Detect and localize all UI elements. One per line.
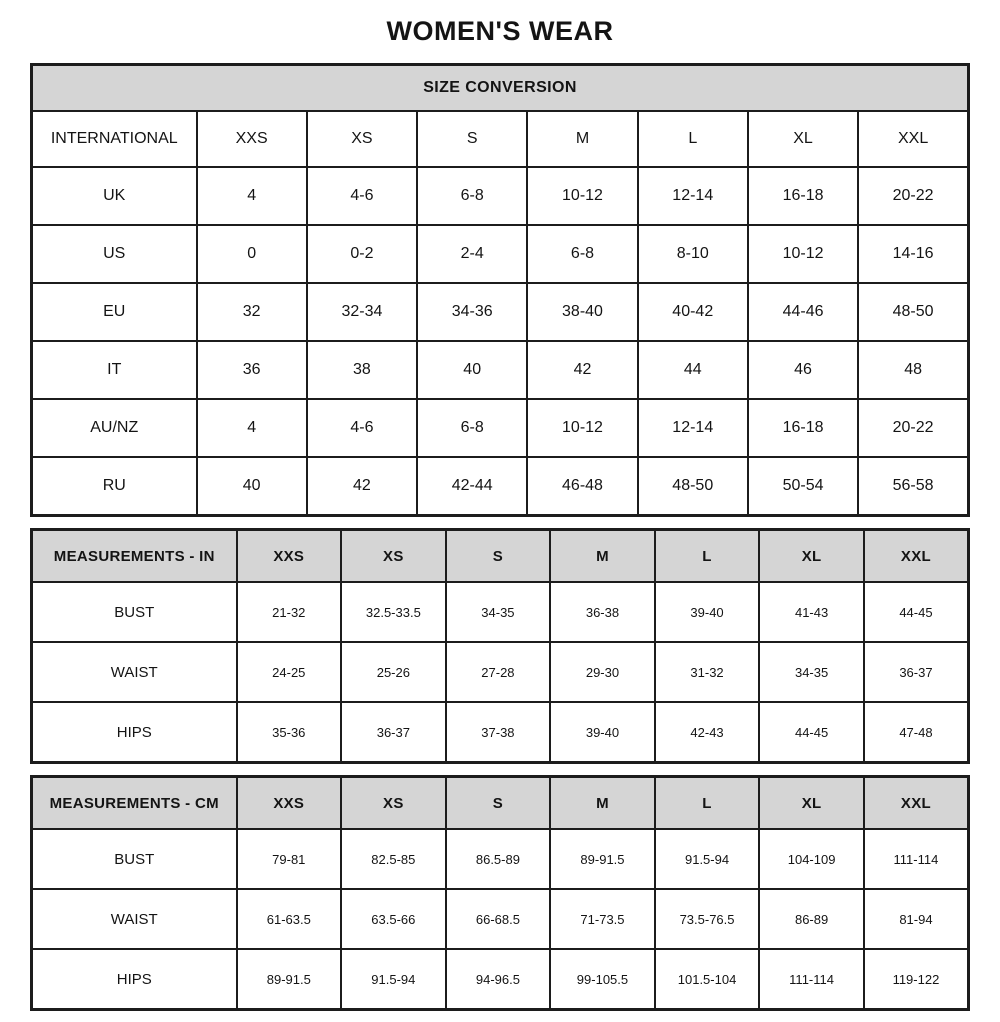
value-cell: 99-105.5 — [550, 949, 655, 1010]
row-label-cell: WAIST — [32, 642, 237, 702]
table-row — [32, 399, 969, 457]
value-cell: 36-37 — [341, 702, 446, 763]
size-header-cell: M — [550, 777, 655, 830]
size-header-cell: XL — [748, 111, 858, 167]
measurements-in-body — [32, 530, 969, 763]
value-cell: 32.5-33.5 — [341, 582, 446, 642]
value-cell: 91.5-94 — [655, 829, 760, 889]
table-caption-row — [32, 65, 969, 112]
value-cell: 37-38 — [446, 702, 551, 763]
measurements-in-table — [30, 528, 970, 764]
value-cell: 0 — [197, 225, 307, 283]
table-row — [32, 457, 969, 516]
value-cell: 12-14 — [638, 399, 748, 457]
value-cell: 42 — [527, 341, 637, 399]
value-cell: 34-35 — [446, 582, 551, 642]
row-label-cell: HIPS — [32, 949, 237, 1010]
measurements-cm-body — [32, 777, 969, 1010]
value-cell: 32 — [197, 283, 307, 341]
header-label-cell: INTERNATIONAL — [32, 111, 197, 167]
value-cell: 10-12 — [527, 167, 637, 225]
value-cell: 82.5-85 — [341, 829, 446, 889]
value-cell: 94-96.5 — [446, 949, 551, 1010]
size-header-cell: XS — [307, 111, 417, 167]
measurements-cm-table — [30, 775, 970, 1011]
value-cell: 56-58 — [858, 457, 968, 516]
value-cell: 2-4 — [417, 225, 527, 283]
size-header-cell: XXS — [237, 530, 342, 583]
row-label-cell: HIPS — [32, 702, 237, 763]
value-cell: 48 — [858, 341, 968, 399]
value-cell: 66-68.5 — [446, 889, 551, 949]
value-cell: 14-16 — [858, 225, 968, 283]
value-cell: 34-36 — [417, 283, 527, 341]
value-cell: 40 — [417, 341, 527, 399]
header-label-cell: MEASUREMENTS - IN — [32, 530, 237, 583]
value-cell: 20-22 — [858, 399, 968, 457]
row-label-cell: EU — [32, 283, 197, 341]
value-cell: 6-8 — [527, 225, 637, 283]
value-cell: 6-8 — [417, 399, 527, 457]
value-cell: 42 — [307, 457, 417, 516]
size-header-cell: XL — [759, 530, 864, 583]
value-cell: 27-28 — [446, 642, 551, 702]
table-header-row — [32, 111, 969, 167]
value-cell: 39-40 — [550, 702, 655, 763]
size-header-cell: XS — [341, 777, 446, 830]
value-cell: 46-48 — [527, 457, 637, 516]
row-label-cell: BUST — [32, 582, 237, 642]
value-cell: 24-25 — [237, 642, 342, 702]
value-cell: 8-10 — [638, 225, 748, 283]
size-header-cell: XXL — [864, 530, 969, 583]
value-cell: 16-18 — [748, 399, 858, 457]
table-row — [32, 889, 969, 949]
row-label-cell: US — [32, 225, 197, 283]
value-cell: 40-42 — [638, 283, 748, 341]
size-header-cell: S — [417, 111, 527, 167]
row-label-cell: BUST — [32, 829, 237, 889]
value-cell: 4-6 — [307, 167, 417, 225]
row-label-cell: UK — [32, 167, 197, 225]
value-cell: 10-12 — [527, 399, 637, 457]
table-row — [32, 167, 969, 225]
value-cell: 119-122 — [864, 949, 969, 1010]
value-cell: 25-26 — [341, 642, 446, 702]
size-conversion-table — [30, 63, 970, 517]
value-cell: 36 — [197, 341, 307, 399]
value-cell: 32-34 — [307, 283, 417, 341]
row-label-cell: AU/NZ — [32, 399, 197, 457]
size-header-cell: L — [655, 530, 760, 583]
table-row — [32, 702, 969, 763]
size-header-cell: XXL — [858, 111, 968, 167]
row-label-cell: WAIST — [32, 889, 237, 949]
value-cell: 48-50 — [858, 283, 968, 341]
value-cell: 86-89 — [759, 889, 864, 949]
value-cell: 104-109 — [759, 829, 864, 889]
value-cell: 4 — [197, 399, 307, 457]
value-cell: 111-114 — [864, 829, 969, 889]
value-cell: 61-63.5 — [237, 889, 342, 949]
value-cell: 20-22 — [858, 167, 968, 225]
value-cell: 39-40 — [655, 582, 760, 642]
page-title: WOMEN'S WEAR — [386, 16, 614, 46]
size-header-cell: XXS — [237, 777, 342, 830]
value-cell: 16-18 — [748, 167, 858, 225]
size-conversion-body — [32, 111, 969, 516]
value-cell: 44 — [638, 341, 748, 399]
table-row — [32, 949, 969, 1010]
table-title: SIZE CONVERSION — [32, 65, 969, 112]
value-cell: 34-35 — [759, 642, 864, 702]
size-chart-page — [30, 0, 970, 1011]
size-header-cell: XXS — [197, 111, 307, 167]
size-header-cell: M — [527, 111, 637, 167]
value-cell: 38-40 — [527, 283, 637, 341]
table-header-row — [32, 530, 969, 583]
value-cell: 10-12 — [748, 225, 858, 283]
size-header-cell: S — [446, 777, 551, 830]
row-label-cell: IT — [32, 341, 197, 399]
value-cell: 42-43 — [655, 702, 760, 763]
value-cell: 71-73.5 — [550, 889, 655, 949]
value-cell: 36-38 — [550, 582, 655, 642]
table-row — [32, 829, 969, 889]
size-header-cell: L — [638, 111, 748, 167]
value-cell: 44-45 — [864, 582, 969, 642]
value-cell: 29-30 — [550, 642, 655, 702]
table-row — [32, 582, 969, 642]
value-cell: 81-94 — [864, 889, 969, 949]
value-cell: 73.5-76.5 — [655, 889, 760, 949]
value-cell: 50-54 — [748, 457, 858, 516]
table-row — [32, 341, 969, 399]
value-cell: 31-32 — [655, 642, 760, 702]
value-cell: 86.5-89 — [446, 829, 551, 889]
size-header-cell: L — [655, 777, 760, 830]
value-cell: 44-45 — [759, 702, 864, 763]
size-header-cell: S — [446, 530, 551, 583]
value-cell: 91.5-94 — [341, 949, 446, 1010]
value-cell: 42-44 — [417, 457, 527, 516]
value-cell: 41-43 — [759, 582, 864, 642]
table-row — [32, 642, 969, 702]
header-label-cell: MEASUREMENTS - CM — [32, 777, 237, 830]
value-cell: 47-48 — [864, 702, 969, 763]
table-header-row — [32, 777, 969, 830]
value-cell: 46 — [748, 341, 858, 399]
value-cell: 6-8 — [417, 167, 527, 225]
size-header-cell: XL — [759, 777, 864, 830]
table-row — [32, 283, 969, 341]
row-label-cell: RU — [32, 457, 197, 516]
value-cell: 111-114 — [759, 949, 864, 1010]
value-cell: 35-36 — [237, 702, 342, 763]
value-cell: 21-32 — [237, 582, 342, 642]
value-cell: 101.5-104 — [655, 949, 760, 1010]
value-cell: 4 — [197, 167, 307, 225]
value-cell: 0-2 — [307, 225, 417, 283]
value-cell: 40 — [197, 457, 307, 516]
value-cell: 38 — [307, 341, 417, 399]
value-cell: 12-14 — [638, 167, 748, 225]
value-cell: 89-91.5 — [237, 949, 342, 1010]
value-cell: 4-6 — [307, 399, 417, 457]
table-row — [32, 225, 969, 283]
value-cell: 48-50 — [638, 457, 748, 516]
value-cell: 44-46 — [748, 283, 858, 341]
value-cell: 63.5-66 — [341, 889, 446, 949]
value-cell: 36-37 — [864, 642, 969, 702]
size-header-cell: M — [550, 530, 655, 583]
size-header-cell: XS — [341, 530, 446, 583]
value-cell: 79-81 — [237, 829, 342, 889]
value-cell: 89-91.5 — [550, 829, 655, 889]
size-header-cell: XXL — [864, 777, 969, 830]
